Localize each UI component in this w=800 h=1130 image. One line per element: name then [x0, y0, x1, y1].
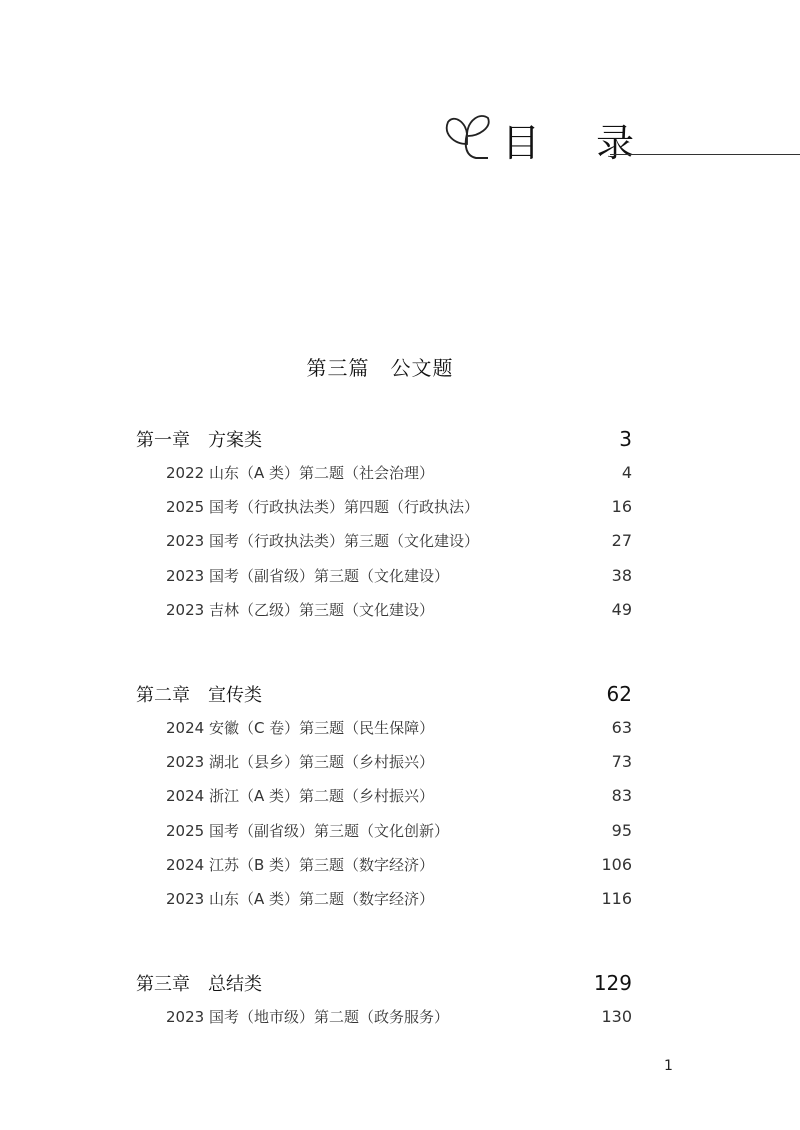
chapter-heading[interactable]	[136, 681, 632, 717]
toc-entry[interactable]	[136, 530, 632, 564]
entry-title: 2025 国考（行政执法类）第四题（行政执法）	[166, 498, 479, 517]
chapter-title: 第一章 方案类	[136, 430, 262, 451]
entry-title: 2023 山东（A 类）第二题（数字经济）	[166, 889, 434, 908]
page-number: 1	[664, 1058, 673, 1074]
toc-entry[interactable]	[136, 599, 632, 633]
toc-entry[interactable]	[136, 751, 632, 785]
entry-page: 73	[611, 752, 632, 772]
entry-page: 116	[601, 888, 632, 908]
entry-title: 2024 安徽（C 卷）第三题（民生保障）	[166, 719, 435, 737]
entry-page: 4	[621, 463, 632, 482]
chapter-2	[136, 681, 632, 922]
entry-title: 2023 国考（地市级）第二题（政务服务）	[166, 1008, 449, 1026]
toc-entry[interactable]	[136, 854, 632, 888]
entry-title: 2022 山东（A 类）第二题（社会治理）	[166, 464, 434, 482]
entry-page: 106	[601, 854, 632, 874]
entry-title: 2023 吉林（乙级）第三题（文化建设）	[166, 600, 434, 619]
toc-title: 目 录	[502, 121, 657, 165]
toc-header	[440, 108, 800, 168]
toc-entry[interactable]	[136, 820, 632, 854]
entry-page: 63	[611, 718, 632, 737]
entry-page: 95	[611, 820, 632, 840]
entry-page: 49	[611, 599, 632, 619]
entry-page: 27	[611, 531, 632, 551]
entry-page: 83	[611, 786, 632, 806]
toc-entry[interactable]	[136, 496, 632, 530]
toc-entry[interactable]	[136, 717, 632, 751]
chapter-1	[136, 426, 632, 633]
chapter-title: 第二章 宣传类	[136, 685, 262, 706]
entry-page: 130	[601, 1007, 632, 1026]
entry-title: 2025 国考（副省级）第三题（文化创新）	[166, 821, 449, 840]
chapter-title: 第三章 总结类	[136, 974, 262, 995]
entry-title: 2023 国考（副省级）第三题（文化建设）	[166, 566, 449, 585]
entry-page: 38	[611, 565, 632, 585]
toc-entry[interactable]	[136, 785, 632, 819]
entry-title: 2024 浙江（A 类）第二题（乡村振兴）	[166, 787, 434, 806]
toc-entry[interactable]	[136, 462, 632, 496]
sprout-icon	[440, 108, 492, 168]
toc-entry[interactable]	[136, 565, 632, 599]
chapter-page: 62	[606, 682, 632, 706]
entry-title: 2024 江苏（B 类）第三题（数字经济）	[166, 855, 435, 874]
chapter-3	[136, 970, 632, 1040]
chapter-page: 3	[619, 427, 632, 451]
chapter-heading[interactable]	[136, 426, 632, 462]
entry-title: 2023 国考（行政执法类）第三题（文化建设）	[166, 532, 479, 551]
entry-page: 16	[611, 497, 632, 517]
toc-entry[interactable]	[136, 1006, 632, 1040]
toc-entry[interactable]	[136, 888, 632, 922]
chapter-page: 129	[593, 971, 632, 995]
part-title: 第三篇 公文题	[306, 356, 454, 380]
header-rule	[610, 154, 800, 155]
entry-title: 2023 湖北（县乡）第三题（乡村振兴）	[166, 753, 434, 772]
chapter-heading[interactable]	[136, 970, 632, 1006]
